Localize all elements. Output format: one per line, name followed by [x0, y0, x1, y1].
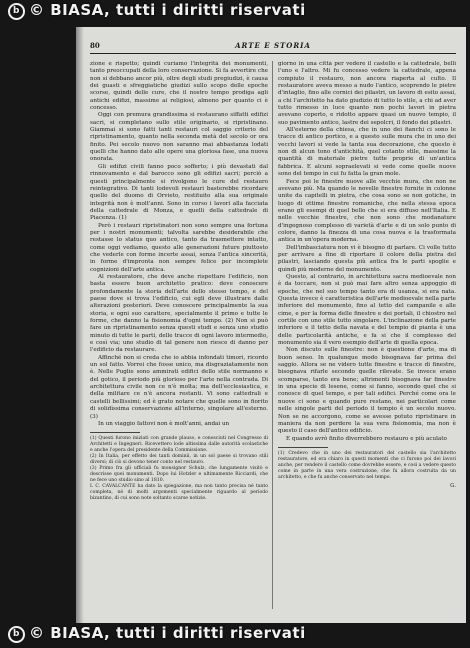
right-column: [278, 61, 456, 611]
paragraph: giorno in una città per vedere il castello e la cattedrale, belli l'uno e l'altro. Mi fu concesso vedere la cattedrale, appena compiuto il restauro, non ancora riaperta al culto. Il restauratore aveva messo a nudo l'antico, scoprendo le pietre d'intaglio, fino alle cornici dei pilastri, un lavoro di esito assai, a chi l'architetto ha dato giudizio di tutto lo stile, a chi ad aver tutto rimesso in luce quanto non pochi lavori in pietra avevano coperto, e ridotto appare quasi un nuovo tempio, il suo pavimento antico, lastre dei sepolcri, il fondo dei pilastri.: [278, 61, 456, 126]
footnotes-right: [278, 451, 456, 481]
watermark-top: [0, 1, 470, 23]
page-header: [90, 41, 456, 53]
paragraph: Fece poi le finestre nuove alle vecchie mura, che non ne avevano più. Ma quando le novelle finestre fornite in colonne unite da capitelli in pietra, che cosa sono se non gotiche, in luogo di ottime finestre romaniche, che nella stessa epoca erano gli esempi di quel bello che si era diffuso nell'Italia. E nelle vecchie finestre, che non sono che modanature d'ingegnoso complesso di varietà d'arte e di un solo punto di colore, danno la finezza di una cosa nuova e la trasformata antica in un'opera moderna.: [278, 178, 456, 244]
watermark-bottom: [0, 624, 470, 646]
paragraph: Però i restauri ripristinatori non sono sempre una fortuna per i nostri monumenti; talvolta sarebbe desiderabile che restasse lo status quo antico, tanto da trasmettere intatto, come oggi vediamo, questo alle generazioni future piuttosto che vederle con forme incerte assai, senza l'antica sincerità, in forme d'impronta non sempre felice per incomplete cognizioni dell'arte antica.: [90, 222, 268, 273]
footnote: (3) Primo fra gli ufficiali fu monsignor Schulz, che lungamente visitò e descrisse quei monumenti. Dopo lui Hotzler e ultimamente Ricciardi, che ne fece uno studio sino al 1810.: [90, 466, 268, 484]
paragraph: All'esterno della chiesa, che in uno dei fianchi ci sono le tracce di antico portico, e a questo sulle mura che in uno dei vecchi lavori si vede la tanta sua decorazione, che questo è non di alcun tono d'antichità, quel cotanto stile, massime la quantità di materiale pietre tutte proprie di un'antica fabbrica. E alcuni sopraelevati si vede come quelle nuove sono del tempo in cui fu fatta la gran mole.: [278, 127, 456, 178]
paragraph: zione e rispetto; quindi curiamo l'integrità dei monumenti, tanto preoccupati della loro conservazione. Si fa avvertire che non si debbano ancor più, oltre degli studi pregiudizi, è causa dei guasti e sfreggiatiche giudizi sullo scopo delle epoche scorse, quindi delle cure, che il nostro tempo prodiga agli antichi edifizi, massime ai religiosi, almeno per quanto ci è concesso.: [90, 61, 268, 112]
paragraph: Gli edifizi civili fanno poco sofferto; i più devastati dal rinnovamento e dal barocco sono gli edifizi sacri; perciò a questi principalmente si rivolgono le cure del restauro reintegrativo. Di tanti lodevoli restauri basterebbe ricordare quello del duomo di Orvieto, restituito alla sua originale integrità non è molt'anni. Sono in corso i lavori alla facciata della cattedrale di Monza, e quelli della cattedrale di Piacenza. (1): [90, 163, 268, 222]
paragraph: Affinché non si creda che io abbia infondati timori, ricordo un sol fatto. Vorrei che fosse unico, ma disgraziatamente non è. Nelle Puglie sono ammirati edifici dello stile normanno e del gotico, il periodo più glorioso per l'arte nella contrada. Di architettura civile non ce n'è molta; ma dell'ecclesiastica, e della militare ce n'è ancora restanti. Vi sono cattedrali e castelli bellissimi; ed è grato notare che quelle sono in fiorito di solidissima conservazione all'interno, singolare all'esterno. (3): [90, 354, 268, 420]
footnote: (1) Questi furono iniziati con grande plauso, e conosciuti nel Congresso di Architetti e Ingegneri. Ricevettero lode altissima dalle autorità scolastiche e anche l'opera del presidente della Commissione.: [90, 436, 268, 454]
page-number: 80: [90, 41, 100, 50]
header-rule: [90, 53, 456, 54]
footnote-rule: [90, 432, 140, 433]
paragraph: In un viaggio fattovi non è molt'anni, andai un: [98, 420, 230, 427]
paragraph: Questo, al contrario, in architettura sacra medioevale non è da toccare, non si può mai fare altro senza appoggio di epoche, che nel suo tempo tanto era di usanza, si era nata. Questa invece è caratteristica dell'arte medioevale nella parte inferiore del monumento, fino al tetto del campanile e alle cime, e per la forma delle finestre e dei portali, il chiostro nel cortile con uno stile tutto singolare. L'inclinazione della parte inferiore e il tetto della navata e del tempio di pianta è una delle particolarità antiche, e fa si che il complesso del monumento sia il vero esempio dell'arte di quella epoca.: [278, 273, 456, 347]
footnote-rule: [278, 447, 328, 448]
paragraph: Oggi con premura grandissima si restaurano siffatti edifizi sacri, si completano sullo stile originario, si ripristinano. Giammai si sono fatti tanti restauri col saggio criterio del ripristinamento, quanto nella seconda metà del secolo or ora finito. Pei secolo nuovo non saranno mai abbastanza lodati quelli che hanno dato alle opere una gloriosa fase, una nuova onorata.: [90, 112, 268, 163]
biasa-seal-icon: b: [8, 3, 25, 20]
paragraph: Non discuto sulle finestre: non è questione d'arte, ma di buon senso. In qualunque modo bisognava far prima del saggio. Allora se ne videro tutte finestre e tracce di finestre, bisognava rifarle secondo quelle rilevate. Se invece erano scomparse, tanto era bene; altrimenti bisognava far finestre in una specie di lesene, come si fanno, secondo quel che si conosce di quel tempo, e per tali edifici. Perché come ora le nuove ci sono e quando pure restano, nei particolari come nelle singole parti del periodo il tempio è un secolo nuovo. Non se ne accorgono, come se avesse potuto ripristinare in maniera da non perdere la sua vera fisionomia, ma non è questo il caso dell'antico edificio.: [278, 347, 456, 435]
signature: G.: [450, 482, 456, 489]
column-divider: [272, 61, 273, 609]
footnote: I. C. CAVALCANTE ha dato la spiegazione, ma non tanto precisa né tanto completa, né di molti argomenti specialmente riguardo al periodo bizantino, di cui sono note soltanto scarse notizie.: [90, 484, 268, 502]
running-title: ARTE E STORIA: [235, 41, 311, 50]
paragraph: Dell'imbasciatura non vi è bisogno di parlare. Ci volle tutto per arrivare a fine di riportare il colore della pietra del pilastri, lasciando questa più antica fra le parti spoglie e quindi più moderne del monumento.: [278, 244, 456, 273]
biasa-seal-icon: b: [8, 626, 25, 643]
paragraph: Al restauratore, che deve anche rispettare l'edificio, non basta essere buon architetto pratico: deve conoscere profondamente la storia dell'arte dello stesso tempo, e del paese dove si trova l'edificio, cui egli deve illustrare dalle alterazioni posteriori. Deve conoscere principalmente la sua storia, e ogni suo carattere, specialmente il primo e tutte le forme, che danno la fisionomia d'ogni tempo. (2) Non si può fare un ripristinamento senza questi studi e senza uno studio minuto di tutte le parti, delle tracce di ogni lavoro intermedio, e così via; uno studio di tal genere non riesce di danno per l'edificio da restaurare.: [90, 273, 268, 354]
left-column: [90, 61, 268, 611]
document-page: [76, 27, 466, 623]
footnote: (1) Credevo che in uno dei restauratori del castello sia l'architetto restauratore, ed era chiaro in questi momenti che ci furono poi dei lavori anche, per rendere il castello come dovrebbe essere, e così a vedere questo come in parte in una vera costruzione, che fu allora costruita da un architetto, e che fu anche conservato nel tempo.: [278, 450, 456, 480]
paragraph: E quando avrò finito diverrebbero restauro e più aculato: [286, 435, 447, 442]
watermark-text: © BIASA, tutti i diritti riservati: [29, 1, 306, 19]
footnotes-left: [90, 436, 268, 502]
watermark-text: © BIASA, tutti i diritti riservati: [29, 624, 306, 642]
footnote: (2) In Italia, per effetto dei tanti dominii, in un sol paese si trovano stili diversi; di ciò si devono tener conto nel restauro.: [90, 454, 268, 466]
